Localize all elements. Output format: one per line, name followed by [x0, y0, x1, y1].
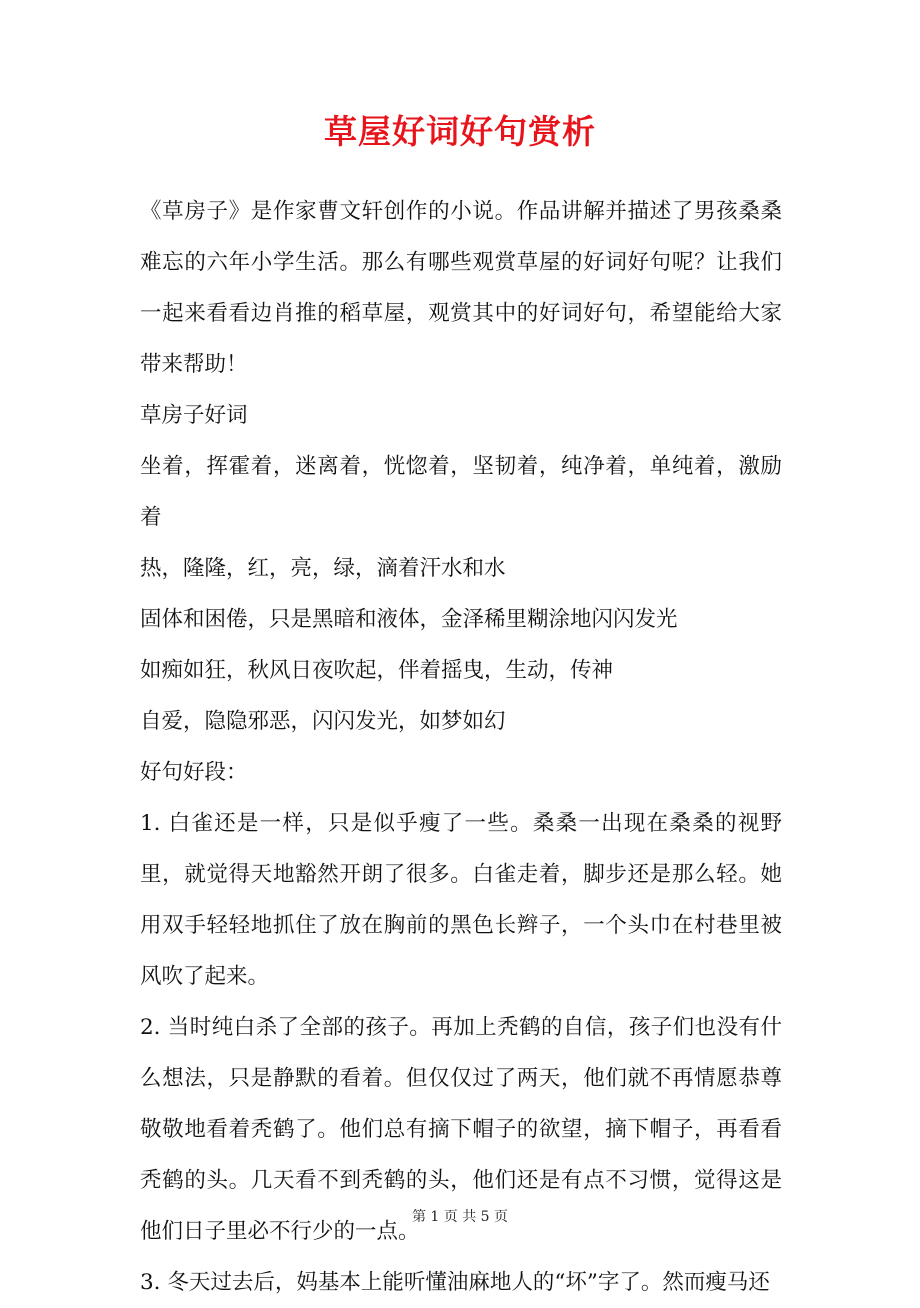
word-list-line: 热，隆隆，红，亮，绿，滴着汗水和水	[140, 556, 506, 581]
word-list-line: 自爱，隐隐邪恶，闪闪发光，如梦如幻	[140, 709, 506, 734]
page-title: 草屋好词好句赏析	[324, 112, 596, 151]
section-heading-words: 草房子好词	[140, 403, 248, 428]
page-footer: 第 1 页 共 5 页	[411, 1209, 509, 1225]
word-list-line: 坐着，挥霍着，迷离着，恍惚着，坚韧着，纯净着，单纯着，激励着	[140, 454, 782, 530]
document-body	[140, 186, 782, 1308]
section-heading-sentences: 好句好段：	[140, 760, 248, 785]
numbered-paragraph: 1. 白雀还是一样，只是似乎瘦了一些。桑桑一出现在桑桑的视野里，就觉得天地豁然开朗了很多。白雀走着，脚步还是那么轻。她用双手轻轻地抓住了放在胸前的黑色长辫子，一个头巾在村巷里被风吹了起来。	[140, 811, 782, 989]
numbered-paragraph: 3. 冬天过去后，妈基本上能听懂油麻地人的“坏”字了。然而瘦马还	[140, 1270, 770, 1295]
numbered-paragraph: 2. 当时纯白杀了全部的孩子。再加上秃鹤的自信，孩子们也没有什么想法，只是静默的看着。但仅仅过了两天，他们就不再情愿恭尊敬敬地看着秃鹤了。他们总有摘下帽子的欲望，摘下帽子，再看看秃鹤的头。几天看不到秃鹤的头，他们还是有点不习惯，觉得这是他们日子里必不行少的一点。	[140, 1015, 782, 1244]
word-list-line: 如痴如狂，秋风日夜吹起，伴着摇曳，生动，传神	[140, 658, 614, 683]
intro-paragraph: 《草房子》是作家曹文轩创作的小说。作品讲解并描述了男孩桑桑难忘的六年小学生活。那么有哪些观赏草屋的好词好句呢？让我们一起来看看边肖推的稻草屋，观赏其中的好词好句，希望能给大家带来帮助！	[140, 199, 782, 377]
word-list-line: 固体和困倦，只是黑暗和液体，金泽稀里糊涂地闪闪发光	[140, 607, 678, 632]
